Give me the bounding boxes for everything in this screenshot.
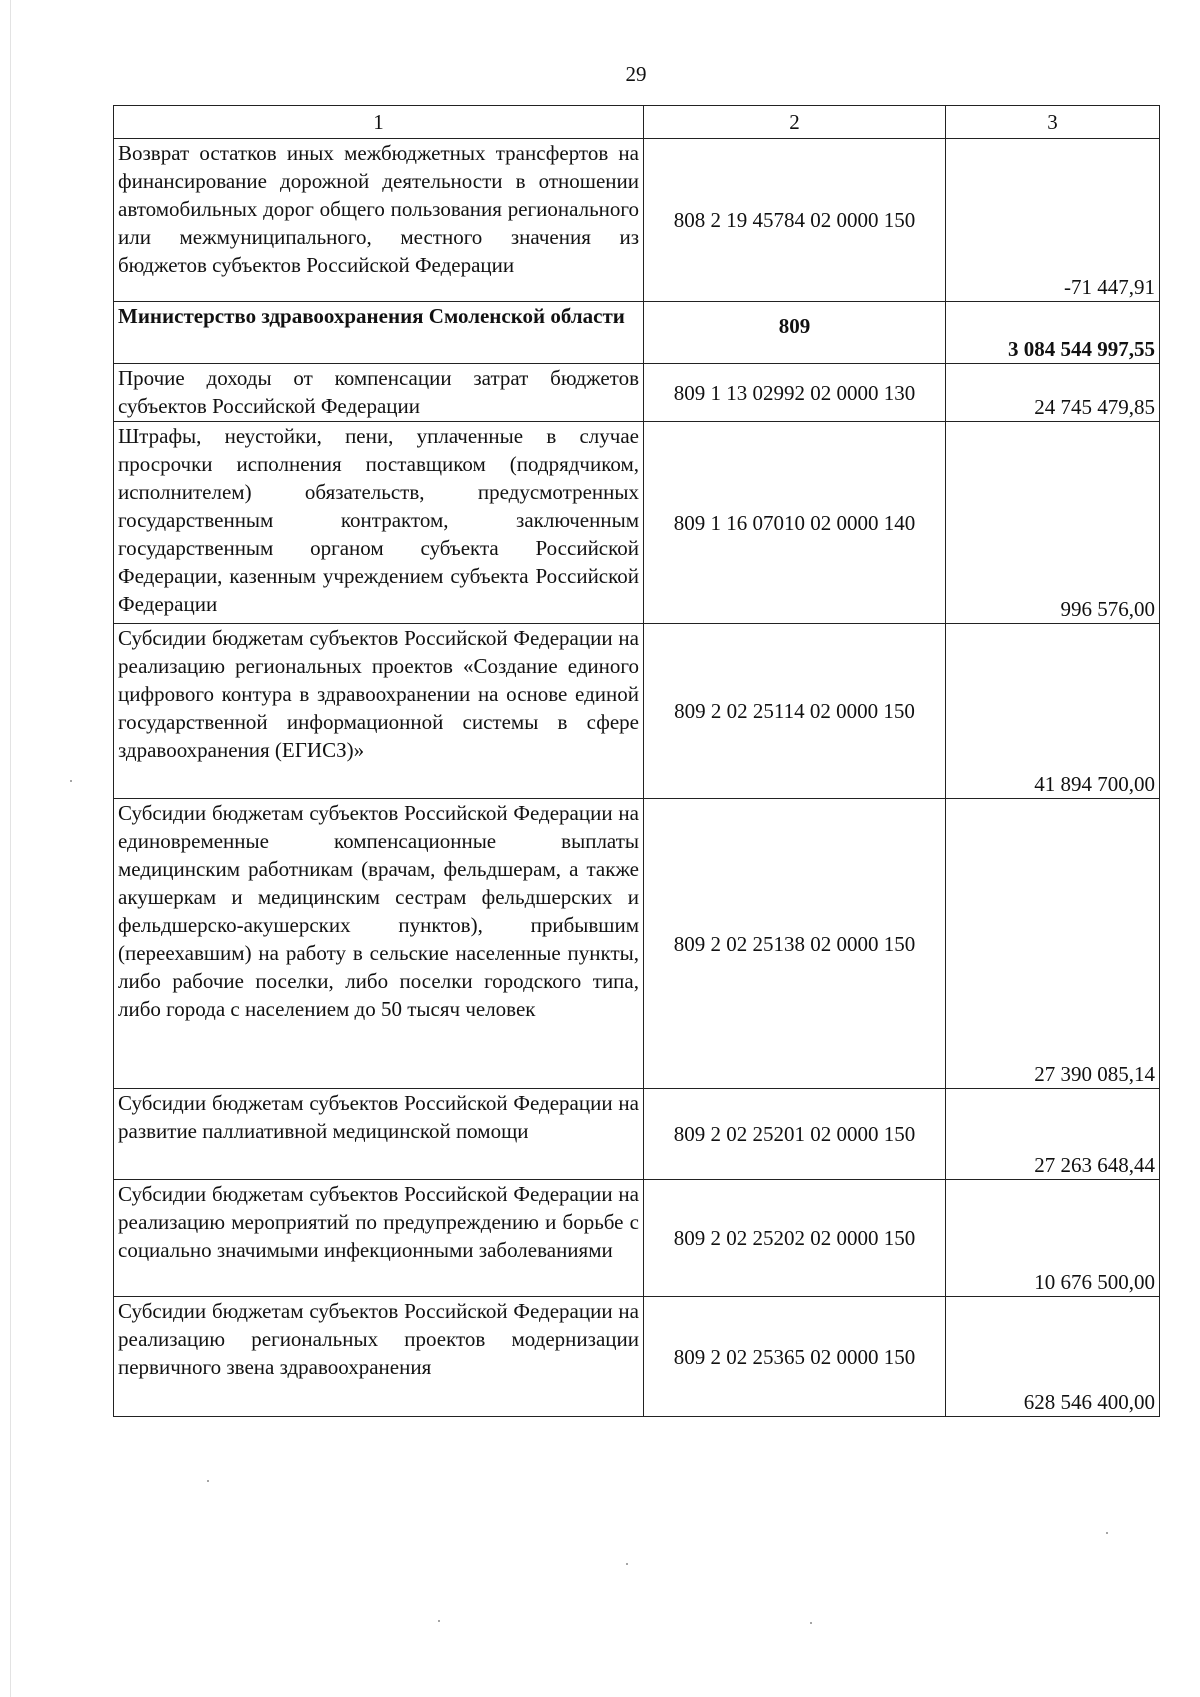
column-header-3: 3 bbox=[946, 106, 1160, 139]
row-amount: 996 576,00 bbox=[946, 422, 1160, 624]
row-code: 808 2 19 45784 02 0000 150 bbox=[644, 139, 946, 302]
row-amount: 24 745 479,85 bbox=[946, 364, 1160, 422]
row-amount: 3 084 544 997,55 bbox=[946, 302, 1160, 364]
header-row bbox=[114, 106, 1160, 139]
scan-speck bbox=[810, 1622, 812, 1624]
row-amount: 27 390 085,14 bbox=[946, 799, 1160, 1089]
row-name: Прочие доходы от компенсации затрат бюджетов субъектов Российской Федерации bbox=[114, 364, 644, 422]
table-row bbox=[114, 139, 1160, 302]
scan-speck bbox=[438, 1620, 440, 1622]
row-name: Штрафы, неустойки, пени, уплаченные в случае просрочки исполнения поставщиком (подрядчиком, исполнителем) обязательств, предусмотренных государственным контрактом, заключенным государственным органом субъекта Российской Федерации, казенным учреждением субъекта Российской Федерации bbox=[114, 422, 644, 624]
table-header bbox=[114, 106, 1160, 139]
row-name: Субсидии бюджетам субъектов Российской Федерации на единовременные компенсационные выплаты медицинским работникам (врачам, фельдшерам, а также акушеркам и медицинским сестрам фельдшерских и фельдшерско-акушерских пунктов), прибывшим (переехавшим) на работу в сельские населенные пункты, либо рабочие поселки, либо поселки городского типа, либо города с населением до 50 тысяч человек bbox=[114, 799, 644, 1089]
row-name: Субсидии бюджетам субъектов Российской Федерации на реализацию региональных проектов модернизации первичного звена здравоохранения bbox=[114, 1297, 644, 1417]
scan-speck bbox=[626, 1563, 628, 1565]
row-name: Министерство здравоохранения Смоленской области bbox=[114, 302, 644, 364]
row-amount: 10 676 500,00 bbox=[946, 1180, 1160, 1297]
row-name: Субсидии бюджетам субъектов Российской Федерации на развитие паллиативной медицинской помощи bbox=[114, 1089, 644, 1180]
page-number: 29 bbox=[625, 62, 647, 86]
column-header-1: 1 bbox=[114, 106, 644, 139]
scan-speck bbox=[1106, 1532, 1108, 1534]
row-amount: -71 447,91 bbox=[946, 139, 1160, 302]
table-row bbox=[114, 1089, 1160, 1180]
table-body bbox=[114, 139, 1160, 1417]
row-amount: 41 894 700,00 bbox=[946, 624, 1160, 799]
row-amount: 27 263 648,44 bbox=[946, 1089, 1160, 1180]
row-code: 809 2 02 25114 02 0000 150 bbox=[644, 624, 946, 799]
row-name: Возврат остатков иных межбюджетных трансфертов на финансирование дорожной деятельности в отношении автомобильных дорог общего пользования регионального или межмуниципального, местного значения из бюджетов субъектов Российской Федерации bbox=[114, 139, 644, 302]
scan-speck bbox=[70, 780, 72, 782]
table-row bbox=[114, 364, 1160, 422]
row-code: 809 2 02 25365 02 0000 150 bbox=[644, 1297, 946, 1417]
table-row bbox=[114, 1180, 1160, 1297]
table-row-ministry bbox=[114, 302, 1160, 364]
table-row bbox=[114, 1297, 1160, 1417]
row-code: 809 2 02 25202 02 0000 150 bbox=[644, 1180, 946, 1297]
row-code: 809 2 02 25138 02 0000 150 bbox=[644, 799, 946, 1089]
row-amount: 628 546 400,00 bbox=[946, 1297, 1160, 1417]
budget-revenue-table bbox=[113, 105, 1160, 1417]
row-code: 809 2 02 25201 02 0000 150 bbox=[644, 1089, 946, 1180]
row-name: Субсидии бюджетам субъектов Российской Федерации на реализацию мероприятий по предупреждению и борьбе с социально значимыми инфекционными заболеваниями bbox=[114, 1180, 644, 1297]
column-header-2: 2 bbox=[644, 106, 946, 139]
row-code: 809 bbox=[644, 302, 946, 364]
table-row bbox=[114, 624, 1160, 799]
row-code: 809 1 16 07010 02 0000 140 bbox=[644, 422, 946, 624]
table-row bbox=[114, 799, 1160, 1089]
table-row bbox=[114, 422, 1160, 624]
scan-speck bbox=[207, 1480, 209, 1482]
row-name: Субсидии бюджетам субъектов Российской Федерации на реализацию региональных проектов «Создание единого цифрового контура в здравоохранении на основе единой государственной информационной системы в сфере здравоохранения (ЕГИСЗ)» bbox=[114, 624, 644, 799]
row-code: 809 1 13 02992 02 0000 130 bbox=[644, 364, 946, 422]
scan-margin-line bbox=[10, 0, 11, 1697]
